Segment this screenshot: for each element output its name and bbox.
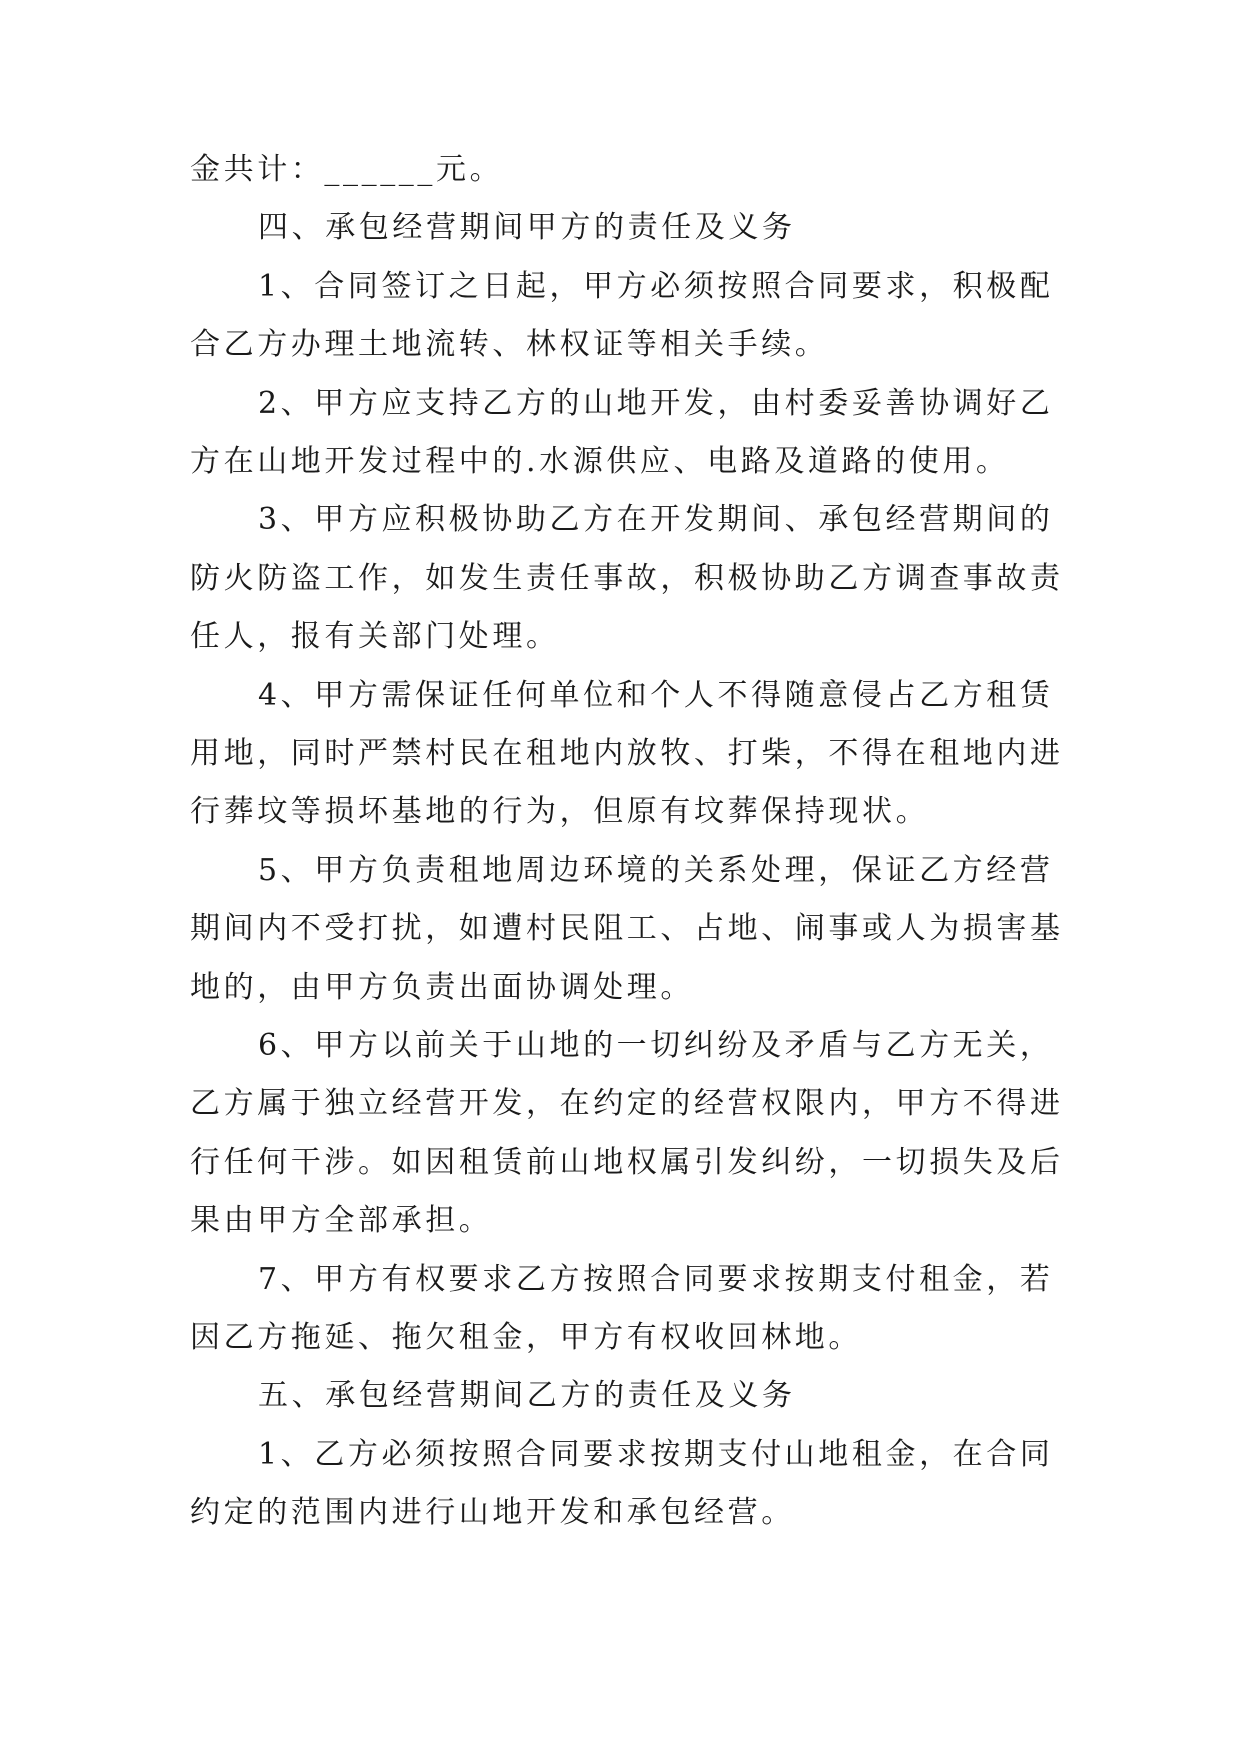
text-line: 2、甲方应支持乙方的山地开发，由村委妥善协调好乙 [258, 385, 1054, 421]
text-line: 1、合同签订之日起，甲方必须按照合同要求，积极配 [258, 268, 1054, 304]
text-line: 约定的范围内进行山地开发和承包经营。 [190, 1495, 795, 1531]
text-line: 防火防盗工作，如发生责任事故，积极协助乙方调查事故责 [190, 560, 1064, 596]
text-line: 地的，由甲方负责出面协调处理。 [190, 969, 694, 1005]
text-line: 7、甲方有权要求乙方按照合同要求按期支付租金，若 [258, 1261, 1054, 1297]
text-line: 1、乙方必须按照合同要求按期支付山地租金，在合同 [258, 1436, 1054, 1472]
text-line: 6、甲方以前关于山地的一切纠纷及矛盾与乙方无关， [258, 1028, 1054, 1063]
text-line: 3、甲方应积极协助乙方在开发期间、承包经营期间的 [258, 502, 1054, 538]
text-line: 金共计：______元。 [190, 152, 504, 187]
text-line: 合乙方办理土地流转、林权证等相关手续。 [190, 327, 829, 363]
text-line: 因乙方拖延、拖欠租金，甲方有权收回林地。 [190, 1320, 862, 1355]
text-line: 乙方属于独立经营开发，在约定的经营权限内，甲方不得进 [190, 1086, 1064, 1122]
text-line: 行任何干涉。如因租赁前山地权属引发纠纷，一切损失及后 [190, 1144, 1064, 1180]
text-line: 期间内不受打扰，如遭村民阻工、占地、闹事或人为损害基 [190, 911, 1064, 947]
text-line: 4、甲方需保证任何单位和个人不得随意侵占乙方租赁 [258, 677, 1054, 713]
text-line: 5、甲方负责租地周边环境的关系处理，保证乙方经营 [258, 852, 1054, 888]
text-line: 方在山地开发过程中的.水源供应、电路及道路的使用。 [190, 444, 1010, 479]
text-line: 四、承包经营期间甲方的责任及义务 [258, 210, 796, 246]
text-line: 任人，报有关部门处理。 [190, 619, 560, 655]
text-line: 用地，同时严禁村民在租地内放牧、打柴，不得在租地内进 [190, 736, 1064, 771]
text-line: 果由甲方全部承担。 [190, 1203, 493, 1239]
text-line: 行葬坟等损坏基地的行为，但原有坟葬保持现状。 [190, 794, 930, 830]
text-line: 五、承包经营期间乙方的责任及义务 [258, 1378, 796, 1414]
